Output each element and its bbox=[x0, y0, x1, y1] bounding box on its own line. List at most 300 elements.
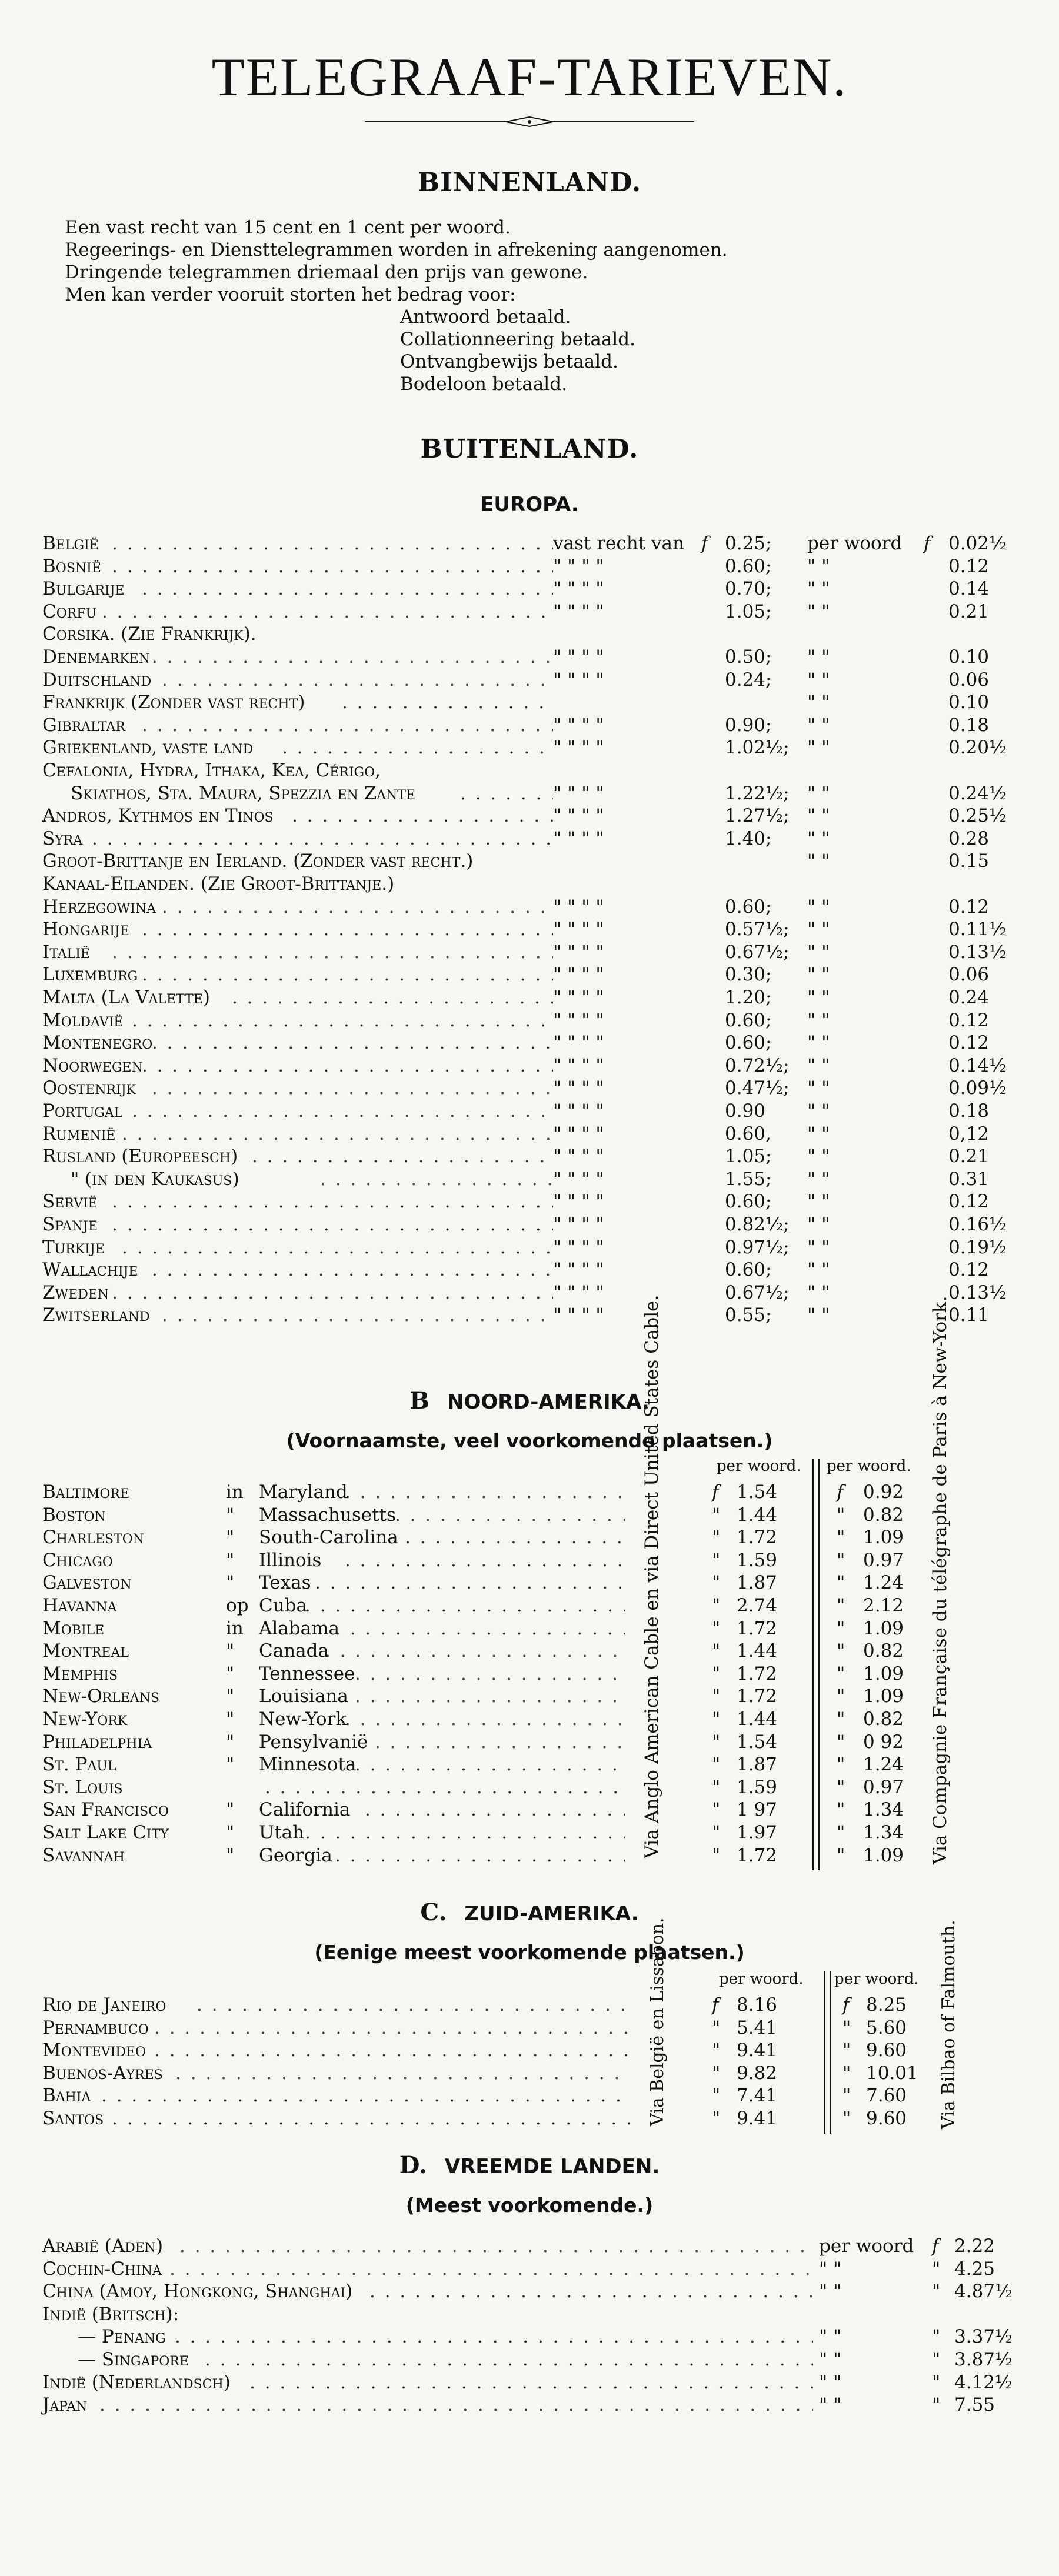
city-row bbox=[42, 1753, 984, 1776]
europa-row bbox=[42, 759, 1019, 782]
rate-cable-1: 2.74 bbox=[737, 1595, 778, 1616]
column-divider bbox=[818, 1459, 820, 1870]
state-name: Texas bbox=[259, 1572, 311, 1594]
europa-row bbox=[42, 1282, 1019, 1304]
binnenland-item: Bodeloon betaald. bbox=[400, 373, 567, 395]
per-word-value: 0.20½ bbox=[948, 737, 1007, 759]
florin-sign: " bbox=[837, 1709, 845, 1730]
fixed-charge-label: " " " " bbox=[553, 714, 604, 736]
florin-sign: f bbox=[842, 1994, 850, 2016]
leader-dots bbox=[162, 896, 553, 918]
country-name: Hongarije bbox=[42, 919, 129, 940]
preposition: " bbox=[226, 1504, 235, 1526]
city-row bbox=[42, 1731, 984, 1753]
rate-cable-2: 1.09 bbox=[863, 1844, 904, 1866]
fixed-charge-value: 0.90 bbox=[725, 1100, 766, 1122]
per-word-label: " " bbox=[819, 2394, 842, 2416]
per-word-label: " " bbox=[807, 1282, 830, 1303]
section-letter: B bbox=[409, 1387, 429, 1414]
fixed-charge-value: 0.55; bbox=[725, 1304, 772, 1326]
city-name: Charleston bbox=[42, 1527, 145, 1549]
per-word-label: " " bbox=[807, 850, 830, 872]
per-word-label: " " bbox=[807, 1032, 830, 1054]
country-name: Japan bbox=[42, 2394, 88, 2416]
state-name: California bbox=[259, 1799, 351, 1821]
florin-sign: " bbox=[837, 1572, 845, 1594]
rate-cable-2: 1.34 bbox=[863, 1822, 904, 1843]
per-word-label: " " bbox=[807, 827, 830, 849]
per-word-label: " " bbox=[807, 555, 830, 577]
state-name: Maryland bbox=[259, 1481, 348, 1503]
rate-cable-1: 1 97 bbox=[737, 1799, 778, 1821]
leader-dots bbox=[265, 1776, 625, 1798]
per-word-value: 0.12 bbox=[948, 1009, 990, 1031]
fixed-charge-label: " " " " bbox=[553, 1304, 604, 1326]
leader-dots bbox=[305, 1821, 625, 1844]
per-word-label: " " bbox=[807, 669, 830, 690]
per-word-value: 0.11½ bbox=[948, 919, 1007, 940]
country-name: Portugal bbox=[42, 1100, 123, 1122]
state-name: Canada bbox=[259, 1640, 329, 1662]
country-name: Syra bbox=[42, 827, 83, 849]
city-row bbox=[42, 1640, 984, 1662]
florin-sign: " bbox=[842, 2108, 851, 2129]
fixed-charge-value: 1.02½; bbox=[725, 737, 790, 759]
per-word-label: " " bbox=[807, 896, 830, 917]
fixed-charge-value: 0.82½; bbox=[725, 1214, 790, 1235]
city-name: Chicago bbox=[42, 1549, 113, 1571]
rate-cable-2: 0.82 bbox=[863, 1640, 904, 1662]
leader-dots bbox=[142, 1055, 553, 1077]
rate-cable-2: 1.34 bbox=[863, 1799, 904, 1821]
per-word-value: 3.37½ bbox=[954, 2326, 1013, 2348]
city-name: Galveston bbox=[42, 1572, 132, 1594]
florin-sign: " bbox=[842, 2040, 851, 2061]
florin-sign: " bbox=[712, 1776, 721, 1798]
fixed-charge-label: " " " " bbox=[553, 1282, 604, 1303]
per-word-value: 0.12 bbox=[948, 1191, 990, 1213]
per-word-value: 0.06 bbox=[948, 669, 990, 690]
binnenland-line: Men kan verder vooruit storten het bedrag voor: bbox=[65, 284, 516, 305]
city-name: Bahia bbox=[42, 2085, 91, 2107]
florin-sign: f bbox=[701, 533, 708, 554]
fixed-charge-value: 0.25; bbox=[725, 533, 772, 554]
via-bilbao-falmouth: Via Bilbao of Falmouth. bbox=[938, 1920, 959, 2129]
per-word-label: " " bbox=[807, 805, 830, 827]
florin-sign: " bbox=[712, 1754, 721, 1776]
country-name: Frankrijk (Zonder vast recht) bbox=[42, 692, 305, 713]
city-name: San Francisco bbox=[42, 1799, 169, 1821]
country-row bbox=[42, 2258, 1019, 2280]
preposition: " bbox=[226, 1663, 235, 1684]
fixed-charge-value: 0.47½; bbox=[725, 1077, 790, 1099]
europa-row bbox=[42, 1100, 1019, 1122]
country-name: China (Amoy, Hongkong, Shanghai) bbox=[42, 2281, 353, 2303]
leader-dots bbox=[292, 805, 553, 827]
country-name: Skiathos, Sta. Maura, Spezzia en Zante bbox=[71, 782, 416, 804]
leader-dots bbox=[179, 2235, 813, 2257]
leader-dots bbox=[154, 2017, 631, 2039]
country-name: Wallachije bbox=[42, 1259, 138, 1281]
fixed-charge-label: " " " " bbox=[553, 555, 604, 577]
city-row bbox=[42, 2017, 984, 2039]
leader-dots bbox=[369, 2280, 813, 2303]
leader-dots bbox=[112, 941, 553, 963]
country-name: België bbox=[42, 533, 99, 554]
europa-row bbox=[42, 1032, 1019, 1054]
leader-dots bbox=[154, 2039, 631, 2061]
per-word-label: " " bbox=[807, 919, 830, 940]
noord-amerika-subheading: (Voornaamste, veel voorkomende plaatsen.) bbox=[286, 1429, 773, 1452]
europa-row bbox=[42, 555, 1019, 578]
per-word-label: " " bbox=[807, 1077, 830, 1099]
per-word-label: " " bbox=[819, 2258, 842, 2280]
preposition: " bbox=[226, 1731, 235, 1753]
fixed-charge-value: 0.60; bbox=[725, 1009, 772, 1031]
per-word-value: 0.06 bbox=[948, 964, 990, 986]
florin-sign: " bbox=[712, 1617, 721, 1639]
fixed-charge-value: 1.55; bbox=[725, 1168, 772, 1190]
leader-dots bbox=[142, 714, 553, 736]
country-name: Herzegowina bbox=[42, 896, 156, 917]
florin-sign: " bbox=[712, 2040, 721, 2061]
per-word-label: " " bbox=[807, 782, 830, 804]
florin-sign: " bbox=[837, 1527, 845, 1549]
preposition: in bbox=[226, 1617, 244, 1639]
fixed-charge-label: " " " " bbox=[553, 737, 604, 759]
city-name: Mobile bbox=[42, 1617, 105, 1639]
fixed-charge-value: 0.60; bbox=[725, 1191, 772, 1213]
country-name: Arabië (Aden) bbox=[42, 2235, 164, 2257]
country-name: Kanaal-Eilanden. (Zie Groot-Brittanje.) bbox=[42, 873, 395, 895]
country-row bbox=[42, 2371, 1019, 2394]
leader-dots bbox=[132, 1100, 553, 1122]
city-name: Baltimore bbox=[42, 1481, 130, 1503]
leader-dots bbox=[92, 827, 553, 850]
per-word-label: " " bbox=[819, 2349, 842, 2370]
leader-dots bbox=[142, 578, 553, 600]
europa-row bbox=[42, 1055, 1019, 1077]
per-word-label: " " bbox=[807, 1123, 830, 1144]
country-row bbox=[42, 2303, 1019, 2325]
state-name: Alabama bbox=[259, 1617, 339, 1639]
per-word-label: " " bbox=[807, 1055, 830, 1076]
leader-dots bbox=[335, 1617, 625, 1640]
city-row bbox=[42, 1504, 984, 1526]
leader-dots bbox=[355, 1685, 625, 1707]
florin-sign: f bbox=[712, 1994, 719, 2016]
rate-cable-1: 1.97 bbox=[737, 1822, 778, 1843]
fixed-charge-label: " " " " bbox=[553, 1009, 604, 1031]
leader-dots bbox=[112, 532, 553, 555]
europa-row bbox=[42, 532, 1019, 555]
leader-dots bbox=[335, 1844, 625, 1867]
fixed-charge-value: 0.67½; bbox=[725, 941, 790, 963]
city-row bbox=[42, 1481, 984, 1503]
florin-sign: " bbox=[837, 1754, 845, 1776]
per-word-value: 0.11 bbox=[948, 1304, 990, 1326]
country-name: Andros, Kythmos en Tinos bbox=[42, 805, 274, 827]
country-name: Denemarken bbox=[42, 646, 150, 668]
per-word-value: 3.87½ bbox=[954, 2349, 1013, 2370]
per-word-value: 4.87½ bbox=[954, 2281, 1013, 2303]
florin-sign: " bbox=[837, 1822, 845, 1843]
city-name: Montevideo bbox=[42, 2040, 146, 2061]
column-divider bbox=[830, 1971, 831, 2134]
binnenland-item: Ontvangbewijs betaald. bbox=[400, 351, 618, 372]
city-row bbox=[42, 1617, 984, 1640]
fixed-charge-value: 0.97½; bbox=[725, 1236, 790, 1258]
per-word-label: " " bbox=[807, 578, 830, 600]
florin-sign: " bbox=[932, 2326, 941, 2348]
florin-sign: f bbox=[712, 1481, 719, 1503]
rate-cable-2: 0.92 bbox=[863, 1481, 904, 1503]
rate-cable-2: 2.12 bbox=[863, 1595, 904, 1616]
leader-dots bbox=[152, 1077, 553, 1099]
rate-cable-1: 1.87 bbox=[737, 1572, 778, 1594]
section-title: NOORD-AMERIKA. bbox=[447, 1390, 650, 1414]
city-name: St. Paul bbox=[42, 1754, 116, 1776]
florin-sign: " bbox=[837, 1617, 845, 1639]
leader-dots bbox=[232, 986, 553, 1009]
leader-dots bbox=[175, 2325, 813, 2348]
per-word-value: 0.10 bbox=[948, 692, 990, 713]
rate-via-2: 8.25 bbox=[866, 1994, 907, 2016]
country-row bbox=[42, 2325, 1019, 2348]
city-name: Savannah bbox=[42, 1844, 125, 1866]
leader-dots bbox=[355, 1663, 625, 1685]
fixed-charge-value: 0.72½; bbox=[725, 1055, 790, 1076]
leader-dots bbox=[342, 691, 553, 713]
fixed-charge-value: 1.22½; bbox=[725, 782, 790, 804]
fixed-charge-value: 0.57½; bbox=[725, 919, 790, 940]
florin-sign: " bbox=[712, 2085, 721, 2107]
per-word-label: " " bbox=[807, 1236, 830, 1258]
city-row bbox=[42, 2107, 984, 2130]
europa-row bbox=[42, 850, 1019, 872]
col-head-via2: per woord. bbox=[834, 1970, 919, 1988]
europa-row bbox=[42, 986, 1019, 1009]
fixed-charge-value: 0.24; bbox=[725, 669, 772, 690]
per-word-label: " " bbox=[807, 737, 830, 759]
leader-dots bbox=[249, 2371, 813, 2394]
fixed-charge-value: 0.30; bbox=[725, 964, 772, 986]
europa-row bbox=[42, 736, 1019, 759]
europa-row bbox=[42, 1145, 1019, 1167]
country-row bbox=[42, 2348, 1019, 2371]
florin-sign: " bbox=[712, 1595, 721, 1616]
rate-cable-1: 1.72 bbox=[737, 1844, 778, 1866]
per-word-label: " " bbox=[807, 1100, 830, 1122]
europa-row bbox=[42, 714, 1019, 736]
country-name: Cefalonia, Hydra, Ithaka, Kea, Cérigo, bbox=[42, 760, 381, 781]
europa-row bbox=[42, 691, 1019, 713]
fixed-charge-value: 0.67½; bbox=[725, 1282, 790, 1303]
per-word-value: 4.12½ bbox=[954, 2371, 1013, 2393]
fixed-charge-label: " " " " bbox=[553, 1236, 604, 1258]
per-word-value: 0.24 bbox=[948, 987, 990, 1008]
city-name: New-Orleans bbox=[42, 1686, 160, 1707]
col-head-via1: per woord. bbox=[719, 1970, 804, 1988]
rate-cable-2: 0.82 bbox=[863, 1709, 904, 1730]
leader-dots bbox=[325, 1640, 625, 1662]
noord-amerika-heading bbox=[0, 1387, 1059, 1414]
fixed-charge-label: " " " " bbox=[553, 964, 604, 986]
country-name: Groot-Brittanje en Ierland. (Zonder vast recht.) bbox=[42, 850, 474, 872]
fixed-charge-label: " " " " bbox=[553, 782, 604, 804]
city-name: Santos bbox=[42, 2108, 104, 2129]
rate-cable-2: 0 92 bbox=[863, 1731, 904, 1753]
fixed-charge-label: " " " " bbox=[553, 669, 604, 690]
per-word-label: " " bbox=[807, 941, 830, 963]
per-word-label: " " bbox=[807, 1009, 830, 1031]
fixed-charge-value: 0.60; bbox=[725, 896, 772, 917]
leader-dots bbox=[112, 2107, 631, 2130]
europa-row bbox=[42, 896, 1019, 918]
florin-sign: " bbox=[712, 2062, 721, 2084]
per-word-value: 0.13½ bbox=[948, 941, 1007, 963]
per-word-value: 0.12 bbox=[948, 555, 990, 577]
vreemde-landen-subheading: (Meest voorkomende.) bbox=[405, 2194, 654, 2217]
fixed-charge-label: vast recht van bbox=[553, 533, 684, 554]
country-name: Malta (La Valette) bbox=[42, 987, 210, 1008]
fixed-charge-value: 0.70; bbox=[725, 578, 772, 600]
fixed-charge-label: " " " " bbox=[553, 1032, 604, 1054]
leader-dots bbox=[162, 669, 553, 691]
preposition: in bbox=[226, 1481, 244, 1503]
zuid-amerika-subheading: (Eenige meest voorkomende plaatsen.) bbox=[314, 1941, 745, 1964]
leader-dots bbox=[162, 1304, 553, 1326]
preposition: " bbox=[226, 1844, 235, 1866]
leader-dots bbox=[99, 2394, 813, 2416]
florin-sign: " bbox=[837, 1663, 845, 1684]
fixed-charge-label: " " " " bbox=[553, 1077, 604, 1099]
florin-sign: " bbox=[837, 1549, 845, 1571]
country-name: — Singapore bbox=[78, 2349, 189, 2370]
leader-dots bbox=[345, 1708, 625, 1730]
fixed-charge-label: " " " " bbox=[553, 600, 604, 622]
country-name: Bulgarije bbox=[42, 578, 125, 600]
preposition: " bbox=[226, 1640, 235, 1662]
city-row bbox=[42, 1685, 984, 1707]
fixed-charge-label: " " " " bbox=[553, 1168, 604, 1190]
florin-sign: " bbox=[712, 1799, 721, 1821]
preposition: " bbox=[226, 1686, 235, 1707]
country-name: Moldavië bbox=[42, 1009, 124, 1031]
country-name: " (in den Kaukasus) bbox=[71, 1168, 239, 1190]
florin-sign: " bbox=[842, 2017, 851, 2038]
leader-dots bbox=[355, 1753, 625, 1776]
fixed-charge-label: " " " " bbox=[553, 1100, 604, 1122]
city-row bbox=[42, 1663, 984, 1685]
rate-via-1: 9.41 bbox=[737, 2108, 778, 2129]
florin-sign: " bbox=[932, 2394, 941, 2416]
country-row bbox=[42, 2394, 1019, 2416]
per-word-value: 0.25½ bbox=[948, 805, 1007, 827]
leader-dots bbox=[405, 1526, 625, 1549]
rate-cable-1: 1.44 bbox=[737, 1640, 778, 1662]
rate-cable-1: 1.72 bbox=[737, 1686, 778, 1707]
rate-cable-1: 1.44 bbox=[737, 1709, 778, 1730]
per-word-value: 0.18 bbox=[948, 714, 990, 736]
preposition: " bbox=[226, 1527, 235, 1549]
fixed-charge-label: " " " " bbox=[553, 578, 604, 600]
europa-heading: EUROPA. bbox=[480, 493, 579, 516]
binnenland-item: Antwoord betaald. bbox=[400, 306, 571, 328]
state-name: Utah bbox=[259, 1822, 305, 1843]
per-word-value: 0.14 bbox=[948, 578, 990, 600]
country-name: Italië bbox=[42, 941, 90, 963]
europa-row bbox=[42, 646, 1019, 668]
rate-via-2: 5.60 bbox=[866, 2017, 907, 2038]
preposition: " bbox=[226, 1754, 235, 1776]
florin-sign: " bbox=[712, 1504, 721, 1526]
rate-cable-2: 1.24 bbox=[863, 1754, 904, 1776]
preposition: " bbox=[226, 1822, 235, 1843]
country-name: Oostenrijk bbox=[42, 1077, 136, 1099]
fixed-charge-label: " " " " bbox=[553, 919, 604, 940]
per-word-label: " " bbox=[807, 964, 830, 986]
rate-cable-1: 1.59 bbox=[737, 1549, 778, 1571]
europa-row bbox=[42, 600, 1019, 623]
fixed-charge-value: 0.60; bbox=[725, 1032, 772, 1054]
country-name: Duitschland bbox=[42, 669, 152, 690]
per-word-value: 0.02½ bbox=[948, 533, 1007, 554]
section-title: ZUID-AMERIKA. bbox=[464, 1902, 639, 1926]
per-word-label: " " bbox=[807, 692, 830, 713]
per-word-value: 0.31 bbox=[948, 1168, 990, 1190]
florin-sign: " bbox=[837, 1799, 845, 1821]
europa-row bbox=[42, 1168, 1019, 1190]
europa-row bbox=[42, 578, 1019, 600]
col-head-cable2: per woord. bbox=[827, 1457, 911, 1475]
per-word-value: 0.09½ bbox=[948, 1077, 1007, 1099]
column-divider bbox=[812, 1459, 814, 1870]
section-title: VREEMDE LANDEN. bbox=[444, 2155, 660, 2178]
city-row bbox=[42, 1571, 984, 1594]
preposition: op bbox=[226, 1595, 249, 1616]
rate-cable-1: 1.87 bbox=[737, 1754, 778, 1776]
fixed-charge-value: 1.27½; bbox=[725, 805, 790, 827]
europa-row bbox=[42, 1213, 1019, 1236]
leader-dots bbox=[152, 1032, 553, 1054]
leader-dots bbox=[375, 1731, 625, 1753]
europa-row bbox=[42, 918, 1019, 940]
city-name: St. Louis bbox=[42, 1776, 123, 1798]
binnenland-text bbox=[65, 216, 728, 395]
rate-cable-2: 0.82 bbox=[863, 1504, 904, 1526]
leader-dots bbox=[252, 1145, 553, 1167]
per-word-value: 0.21 bbox=[948, 600, 990, 622]
per-word-value: 0.24½ bbox=[948, 782, 1007, 804]
binnenland-heading: BINNENLAND. bbox=[417, 168, 642, 198]
state-name: South-Carolina bbox=[259, 1527, 398, 1549]
preposition: " bbox=[226, 1549, 235, 1571]
city-name: Pernambuco bbox=[42, 2017, 149, 2038]
rate-cable-1: 1.72 bbox=[737, 1617, 778, 1639]
state-name: Pensylvanië bbox=[259, 1731, 368, 1753]
fixed-charge-label: " " " " bbox=[553, 646, 604, 668]
binnenland-line: Dringende telegrammen driemaal den prijs van gewone. bbox=[65, 262, 588, 283]
binnenland-line: Een vast recht van 15 cent en 1 cent per woord. bbox=[65, 217, 511, 238]
per-word-value: 0.15 bbox=[948, 850, 990, 872]
country-name: Rumenië bbox=[42, 1123, 116, 1144]
per-word-value: 0.19½ bbox=[948, 1236, 1007, 1258]
state-name: Tennessee bbox=[259, 1663, 355, 1684]
per-word-value: 0.12 bbox=[948, 896, 990, 917]
florin-sign: " bbox=[712, 1663, 721, 1684]
rate-cable-2: 1.24 bbox=[863, 1572, 904, 1594]
